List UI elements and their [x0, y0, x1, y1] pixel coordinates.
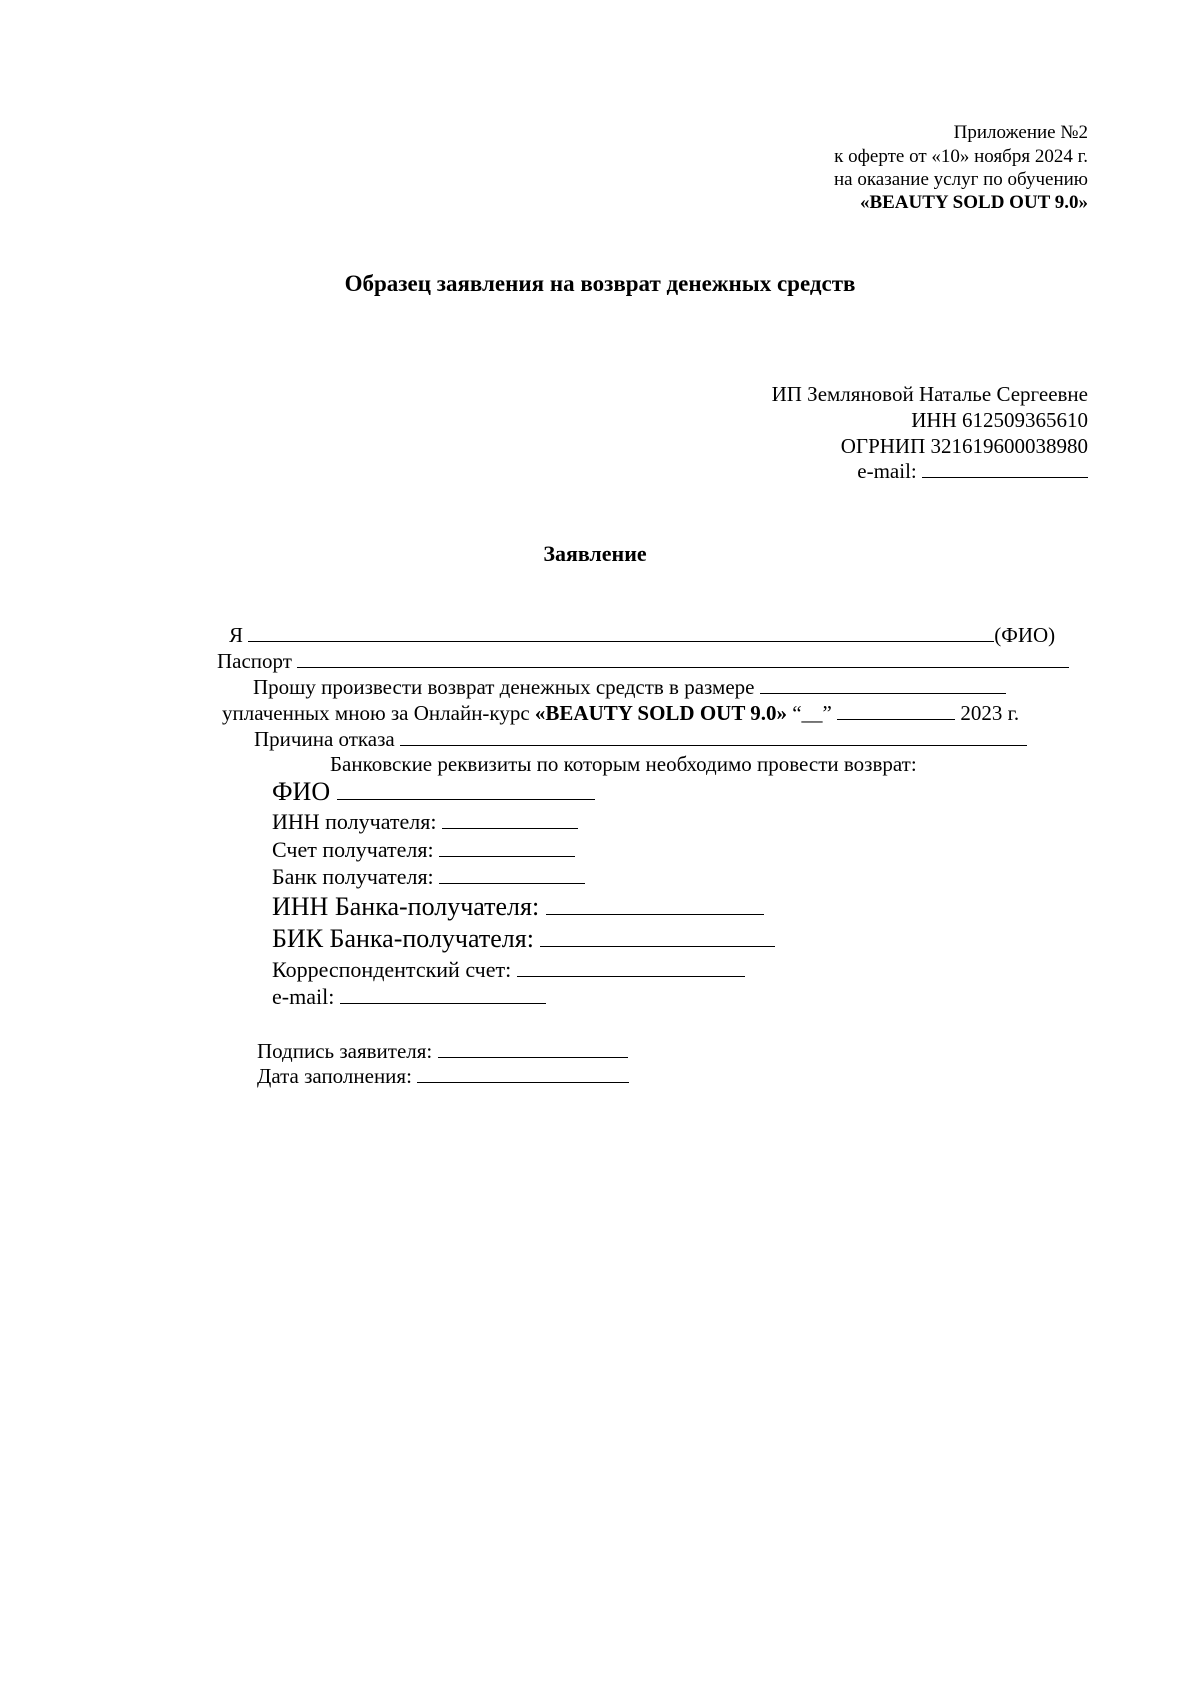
signature-label: Подпись заявителя:: [257, 1039, 433, 1063]
passport-blank: [297, 666, 1069, 668]
bank-fio-blank: [337, 798, 595, 800]
recipient-email-line: [857, 461, 1088, 482]
reason-line: [254, 729, 1027, 750]
bank-inn-line: [272, 811, 578, 833]
paid-line: [222, 703, 1019, 724]
bank-name-blank: [439, 882, 585, 884]
bank-email-blank: [340, 1002, 546, 1004]
annex-subject: на оказание услуг по обучению: [833, 169, 1088, 190]
signature-blank: [438, 1056, 628, 1058]
refund-label: Прошу произвести возврат денежных средств в размере: [253, 675, 755, 699]
recipient-email-blank: [922, 476, 1088, 478]
bank-inn-bank-line: [272, 894, 764, 920]
bank-bik-label: БИК Банка-получателя:: [272, 924, 534, 953]
recipient-name: ИП Земляновой Наталье Сергеевне: [771, 382, 1088, 406]
bank-bik-blank: [540, 945, 775, 947]
signature-line: [257, 1041, 628, 1062]
bank-email-label: e-mail:: [272, 984, 335, 1009]
paid-year: 2023 г.: [960, 701, 1020, 725]
bank-account-blank: [439, 855, 575, 857]
bank-account-line: [272, 839, 575, 861]
paid-day-quote: “__”: [792, 701, 832, 725]
bank-bik-line: [272, 926, 775, 952]
bank-name-label: Банк получателя:: [272, 864, 434, 889]
bank-corr-blank: [517, 975, 745, 977]
bank-inn-bank-label: ИНН Банка-получателя:: [272, 892, 540, 921]
paid-prefix: уплаченных мною за Онлайн-курс: [222, 701, 530, 725]
bank-intro: Банковские реквизиты по которым необходимо провести возврат:: [330, 752, 917, 776]
bank-corr-line: [272, 959, 745, 981]
bank-account-label: Счет получателя:: [272, 837, 434, 862]
bank-inn-blank: [442, 827, 578, 829]
fio-line: [229, 625, 1055, 646]
statement-heading: Заявление: [543, 541, 647, 566]
fill-date-blank: [417, 1081, 629, 1083]
bank-inn-bank-blank: [546, 913, 764, 915]
paid-course-name: «BEAUTY SOLD OUT 9.0»: [534, 701, 787, 725]
passport-label: Паспорт: [217, 649, 292, 673]
annex-number: Приложение №2: [953, 122, 1088, 143]
bank-inn-label: ИНН получателя:: [272, 809, 437, 834]
passport-line: [217, 651, 1069, 672]
reason-blank: [400, 744, 1027, 746]
annex-offer-date: к оферте от «10» ноября 2024 г.: [834, 146, 1088, 167]
bank-corr-label: Корреспондентский счет:: [272, 957, 512, 982]
refund-amount-line: [253, 677, 1006, 698]
paid-month-blank: [837, 718, 955, 720]
ya-label: Я: [229, 623, 244, 647]
reason-label: Причина отказа: [254, 727, 395, 751]
annex-course-name: «BEAUTY SOLD OUT 9.0»: [859, 192, 1088, 213]
fio-blank: [248, 640, 994, 642]
document-title: Образец заявления на возврат денежных средств: [344, 271, 856, 296]
bank-fio-label: ФИО: [272, 777, 331, 806]
recipient-ogrnip: ОГРНИП 321619600038980: [840, 434, 1088, 458]
bank-name-line: [272, 866, 585, 888]
fill-date-line: [257, 1066, 629, 1087]
recipient-inn: ИНН 612509365610: [911, 408, 1088, 432]
bank-email-line: [272, 986, 546, 1008]
bank-fio-line: [272, 779, 595, 805]
recipient-email-label: e-mail:: [857, 459, 917, 483]
fill-date-label: Дата заполнения:: [257, 1064, 412, 1088]
fio-suffix: (ФИО): [994, 623, 1056, 647]
refund-amount-blank: [760, 692, 1006, 694]
